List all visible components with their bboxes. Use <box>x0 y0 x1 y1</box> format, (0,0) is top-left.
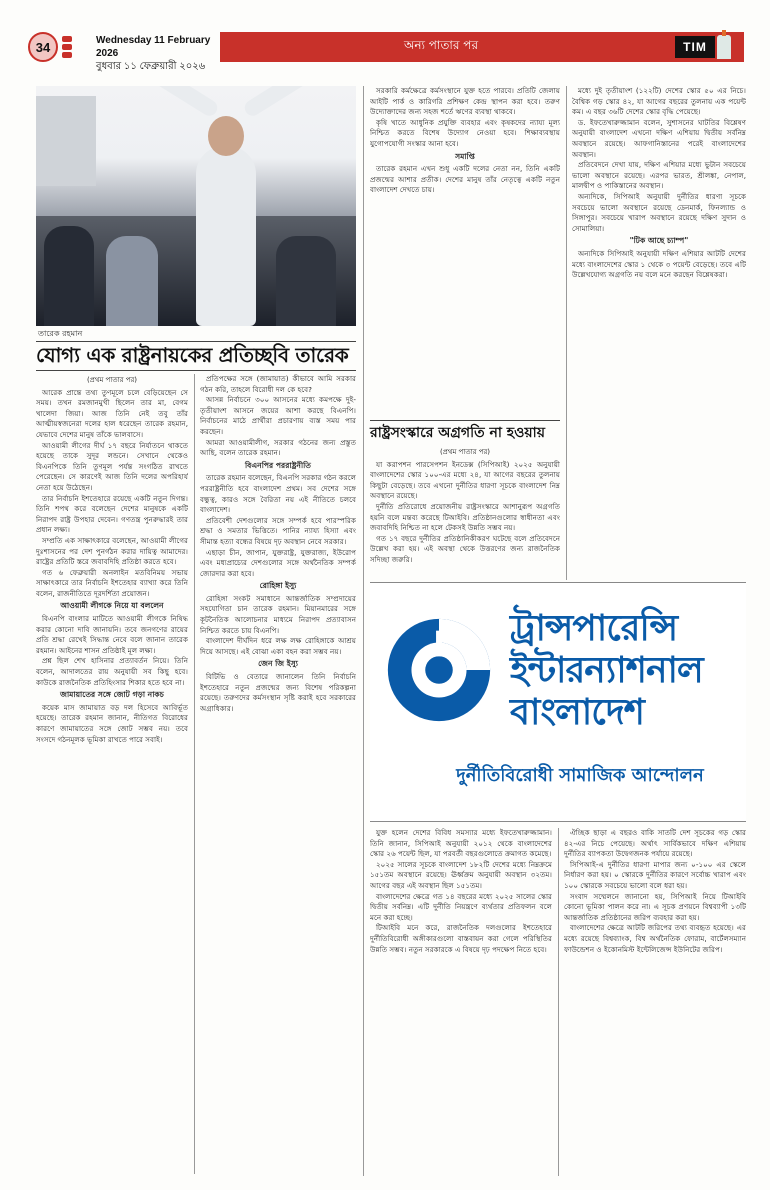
page-number-block <box>28 32 90 62</box>
page-header <box>28 32 744 72</box>
subheading: আওয়ামী লীগকে নিয়ে যা বললেন <box>60 601 164 611</box>
lead-column-3 <box>370 86 560 416</box>
paragraph: তারেক রহমান বলেছেন, বিএনপি সরকার গঠন করলে পররাষ্ট্রনীতি হবে বাংলাদেশ প্রথম। সব দেশের সঙ্গে বন্ধুত্ব, কারও সঙ্গে বৈরিতা নয় এই নীতিতে চলবে বাংলাদেশ। <box>200 473 356 515</box>
paragraph: যুক্ত হলেন দেশের বিবিধ সমস্যার মধ্যে ইফতেখারুজ্জামান। তিনি জানান, সিপিআই অনুযায়ী ২০১২ থেকে বাংলাদেশের স্কোর ২৬ পয়েন্ট ছিল, যা পরবর্তী বছরগুলোতে ক্রমাগত কমেছে। <box>370 828 552 859</box>
paragraph: টিআইবি মনে করে, রাজনৈতিক দলগুলোর ইশতেহারে দুর্নীতিবিরোধী অঙ্গীকারগুলো বাস্তবায়ন করা গেলে পরিস্থিতির উন্নতি সম্ভব। নতুন সরকারকে এ বিষয়ে দৃঢ় পদক্ষেপ নিতে হবে। <box>370 923 552 954</box>
photo-caption: তারেক রহমান <box>38 329 83 338</box>
subheading: রোহিঙ্গা ইস্যু <box>259 581 297 591</box>
paragraph: অন্যদিকে, সিপিআই অনুযায়ী দুর্নীতির ধারণা সূচকে সবচেয়ে ভালো অবস্থানে রয়েছে ডেনমার্ক, ফিনল্যান্ড ও সিঙ্গাপুর। সবচেয়ে খারাপ অবস্থানে রয়েছে দক্ষিণ সুদান ও সোমালিয়া। <box>572 191 746 233</box>
paragraph: দুর্নীতি প্রতিরোধে প্রয়োজনীয় রাষ্ট্রসংস্কারে আশানুরূপ অগ্রগতি হয়নি বলে মন্তব্য করেছে টিআইবি। প্রতিষ্ঠানগুলোর স্বাধীনতা এবং জবাবদিহি নিশ্চিত না হলে টেকসই উন্নতি সম্ভব নয়। <box>370 501 560 533</box>
column-divider <box>566 86 567 580</box>
subheading: জেন জি ইস্যু <box>258 659 298 669</box>
lead-column-1 <box>36 374 188 1174</box>
paragraph: বাংলাদেশের ক্ষেত্রে আটটি জরিপের তথ্য ব্যবহৃত হয়েছে। এর মধ্যে রয়েছে বিশ্বব্যাংক, বিশ্ব অর্থনৈতিক ফোরাম, বার্টেলসম্যান ফাউন্ডেশন ও ইকোনমিস্ট ইন্টেলিজেন্স ইউনিটের জরিপ। <box>564 923 746 954</box>
paragraph: সরকারি কর্মক্ষেত্রে কর্মসংস্থানে যুক্ত হতে পারবে। প্রতিটি জেলায় আইটি পার্ক ও কারিগরি প্রশিক্ষণ কেন্দ্র স্থাপন করা হবে। তরুণ উদ্যোক্তাদের জন্য সহজ শর্তে ঋণের ব্যবস্থা থাকবে। <box>370 86 560 117</box>
paragraph: প্রতিপক্ষের সঙ্গে (জামায়াত) কীভাবে আমি সরকার গঠন করি, তাহলে বিরোধী দল কে হবে? <box>200 374 356 394</box>
paragraph: সংবাদ সম্মেলনে জানানো হয়, সিপিআই নিয়ে টিআইবি কোনো ভূমিকা পালন করে না। এ সূচক প্রণয়নে বিশ্বব্যাপী ১৩টি আন্তর্জাতিক প্রতিষ্ঠানের জরিপ ব্যবহার করা হয়। <box>564 891 746 922</box>
paragraph: বাংলাদেশের ক্ষেত্রে গত ১৪ বছরের মধ্যে ২০২৫ সালের স্কোর দ্বিতীয় সর্বনিম্ন। এটি দুর্নীতি নিয়ন্ত্রণে ব্যর্থতার প্রতিফলন বলে মনে করা হচ্ছে। <box>370 891 552 922</box>
paragraph: প্রতিবেশী দেশগুলোর সঙ্গে সম্পর্ক হবে পারস্পরিক শ্রদ্ধা ও সমতার ভিত্তিতে। পানির ন্যায্য হিস্যা এবং সীমান্ত হত্যা বন্ধের বিষয়ে দৃঢ় অবস্থান নেবে সরকার। <box>200 515 356 546</box>
statue-of-liberty-icon <box>717 35 731 59</box>
lead-photo <box>36 86 356 326</box>
second-column-2 <box>572 86 746 580</box>
paragraph: অন্যদিকে সিপিআই অনুযায়ী দক্ষিণ এশিয়ার আটটি দেশের মধ্যে বাংলাদেশের স্কোর ১ থেকে ৩ পয়েন্ট বেড়েছে। তবে এটি উল্লেখযোগ্য অগ্রগতি নয় বলে মনে করছেন বিশ্লেষকরা। <box>572 248 746 280</box>
lead-column-2 <box>200 374 356 1174</box>
paragraph: রোহিঙ্গা সংকট সমাধানে আন্তর্জাতিক সম্প্রদায়ের সহযোগিতা চান তারেক রহমান। মিয়ানমারের সঙ্গে কূটনৈতিক আলোচনার মাধ্যমে নিরাপদ প্রত্যাবাসন নিশ্চিত করতে চায় বিএনপি। <box>200 593 356 635</box>
ad-title-line-3: বাংলাদেশ <box>510 692 644 733</box>
paragraph: তার নির্বাচনি ইশতেহারে রয়েছে একটি নতুন দিগন্ত। তিনি শপথ করে বলেছেন দেশের মানুষকে একটি নিরাপদ রাষ্ট্র উপহার দেবেন। গণতন্ত্র পুনরুদ্ধারই তার প্রধান লক্ষ্য। <box>36 493 188 535</box>
paragraph: যা করাপশন পারসেপশন ইনডেক্স (সিপিআই) ২০২৫ অনুযায়ী বাংলাদেশের স্কোর ১০০-এর মধ্যে ২৪, যা আগের বছরের তুলনায় কিছুটা বেড়েছে। তবে এখনো দুর্নীতির ধারণা সূচকে বাংলাদেশ নিম্ন অবস্থানে রয়েছে। <box>370 459 560 501</box>
column-divider <box>558 828 559 1176</box>
subheading: সমাপ্তি <box>455 151 475 161</box>
paragraph: সম্প্রতি এক সাক্ষাৎকারে বলেছেন, আওয়ামী লীগের দুঃশাসনের পর দেশ পুনর্গঠন করার দায়িত্ব আমাদের। রাষ্ট্রের প্রতিটি স্তরে জবাবদিহি প্রতিষ্ঠা করতে হবে। <box>36 535 188 567</box>
subheading: জামায়াতের সঙ্গে জোট গড়া নাকচ <box>60 690 164 700</box>
second-column-3 <box>370 828 552 1176</box>
paragraph: আমরা আওয়ামীলীগ, সরকার গঠনের জন্য প্রস্তুত আছি, বলেন তারেক রহমান। <box>200 437 356 458</box>
paragraph: প্রতিবেদনে দেখা যায়, দক্ষিণ এশিয়ার মধ্যে ভুটান সবচেয়ে ভালো অবস্থানে রয়েছে। এরপর ভারত, শ্রীলঙ্কা, নেপাল, মালদ্বীপ ও পাকিস্তানের অবস্থান। <box>572 160 746 191</box>
paragraph: গত ৬ ফেব্রুয়ারী অনলাইন মতবিনিময় সভায় সাক্ষাৎকারে তার নির্বাচনি ইশতেহার ব্যাখ্যা করে তিনি বলেন, রাজনীতিতে দূরদর্শিতা প্রয়োজন। <box>36 567 188 598</box>
paragraph: কয়েক মাস জামায়াত বড় দল হিসেবে আবির্ভূত হয়েছে। তারেক রহমান জানান, নীতিগত বিরোধের কারণে জামায়াতের সঙ্গে জোট সম্ভব নয়। তবে সংসদে গঠনমূলক ভূমিকা রাখতে পারে সবাই। <box>36 702 188 744</box>
paragraph: প্রশ্ন ছিল শেখ হাসিনার প্রত্যাবর্তন নিয়ে। তিনি বলেন, আদালতের রায় অনুযায়ী সব কিছু হবে। কাউকে রাজনৈতিক প্রতিহিংসার শিকার হতে হবে না। <box>36 656 188 687</box>
paragraph: সিপিআই-এ দুর্নীতির ধারণা মাপার জন্য ০-১০০ এর স্কেলে নির্ধারণ করা হয়। ০ স্কোরকে দুর্নীতির কারণে সর্বোচ্চ খারাপ এবং ১০০ স্কোরকে সবচেয়ে ভালো বলে ধরা হয়। <box>564 859 746 890</box>
second-headline: রাষ্ট্রসংস্কারে অগ্রগতি না হওয়ায় <box>370 425 545 441</box>
paragraph: ২০২৫ সালের সূচকে বাংলাদেশ ১৮২টি দেশের মধ্যে নিম্নক্রমে ১৫১তম অবস্থানে রয়েছে। ঊর্ধ্বক্রম অনুযায়ী অবস্থান ৩২তম। আগের বছর এই অবস্থান ছিল ১৫১তম। <box>370 859 552 890</box>
divider <box>370 420 560 421</box>
column-divider <box>194 374 195 1174</box>
ad-tagline: দুর্নীতিবিরোধী সামাজিক আন্দোলন <box>456 765 704 786</box>
section-title: অন্য পাতার পর <box>220 32 662 62</box>
date-bangla: বুধবার ১১ ফেব্রুয়ারী ২০২৬ <box>96 61 206 72</box>
flag-stripes-icon <box>62 36 72 58</box>
ti-logo-icon <box>380 611 498 729</box>
subheading: বিএনপির পররাষ্ট্রনীতি <box>245 460 311 470</box>
lead-headline: যোগ্য এক রাষ্ট্রনায়কের প্রতিচ্ছবি তারেক <box>36 343 349 367</box>
paragraph: আরেক প্রান্তে তথ্য তুণমূলে চলে বেড়িয়েছেন সে সময়। তখন রমজানমুখী ছিলেন তার মা, বেগম খালেদা জিয়া। আজ তিনি নেই তবু তাঁর আত্মীয়স্বজনেরা দলের হাল ধরেছেন তারেক রহমান, যেভাবে দেশের মানুষ তাঁকে ভালবাসে। <box>36 387 188 439</box>
paragraph: ঐচ্ছিক ছাড়া এ বছরও বাকি সাতটি দেশ সূচকের গড় স্কোর ৪২-এর নিচে পেয়েছে। অর্থাৎ সার্বিকভাবে দক্ষিণ এশিয়ায় দুর্নীতির ব্যাপকতা উদ্বেগজনক পর্যায়ে রয়েছে। <box>564 828 746 859</box>
masthead-logo <box>662 32 744 62</box>
second-column-4 <box>564 828 746 1176</box>
ad-title-line-2: ইন্টারন্যাশনাল <box>510 650 703 691</box>
page-number: 34 <box>28 32 58 62</box>
paragraph: তারেক রহমান এখন শুধু একটি দলের নেতা নন, তিনি একটি প্রজন্মের আশার প্রতীক। দেশের মানুষ তাঁর নেতৃত্বে একটি নতুন বাংলাদেশ দেখতে চায়। <box>370 164 560 195</box>
date-english: Wednesday 11 February 2026 <box>96 35 211 59</box>
paragraph: গত ১৭ বছরে দুর্নীতির প্রতিষ্ঠানিকীকরণ ঘটেছে বলে প্রতিবেদনে উল্লেখ করা হয়। এই অবস্থা থেকে উত্তরণের জন্য রাজনৈতিক সদিচ্ছা জরুরি। <box>370 533 560 564</box>
paragraph: কৃষি খাতে আধুনিক প্রযুক্তি ব্যবহার এবং কৃষকদের ন্যায্য মূল্য নিশ্চিত করতে বিশেষ উদ্যোগ নেওয়া হবে। শিক্ষাব্যবস্থায় যুগোপযোগী সংস্কার আনা হবে। <box>370 117 560 148</box>
date-block <box>90 32 220 72</box>
paragraph: মধ্যে দুই তৃতীয়াংশ (১২২টি) দেশের স্কোর ৫০ এর নিচে। বৈশ্বিক গড় স্কোর ৪২, যা আগের বছরের তুলনায় এক পয়েন্ট কম। এ বছর ৩৬টি দেশের স্কোর বৃদ্ধি পেয়েছে। <box>572 86 746 117</box>
column-divider <box>363 86 364 1176</box>
second-column-1 <box>370 446 560 580</box>
paragraph: বাংলাদেশ দীর্ঘদিন ধরে লক্ষ লক্ষ রোহিঙ্গাকে আশ্রয় দিয়ে আসছে। এই বোঝা একা বহন করা সম্ভব নয়। <box>200 636 356 656</box>
continued-label: (প্রথম পাতার পর) <box>439 448 491 456</box>
logo-text: TIM <box>675 36 715 58</box>
paragraph: ড. ইফতেখারুজ্জামান বলেন, সুশাসনের ঘাটতির বিশ্লেষণ অনুযায়ী বাংলাদেশ এখনো দক্ষিণ এশিয়ায় দ্বিতীয় সর্বনিম্ন অবস্থানে রয়েছে। আফগানিস্তানের পরেই বাংলাদেশের অবস্থান। <box>572 117 746 159</box>
ti-bangladesh-advertisement <box>370 582 746 822</box>
continued-label: (প্রথম পাতার পর) <box>86 376 138 384</box>
subheading: "টিক আছে চ্যাম্প" <box>629 236 689 246</box>
paragraph: আওয়ামী লীগের দীর্ঘ ১৭ বছরে নির্যাতনে থাকতে হয়েছে তাকে সুদূর লন্ডনে। সেখানে থেকেও বিএনপিকে তিনি তুণমূল পর্যন্ত সংগঠিত রাখতে পেরেছেন। সে কারণেই আজ তিনি দলের অপরিহার্য নেতা হয়ে উঠেছেন। <box>36 440 188 492</box>
paragraph: বিএনপি বাংলার মাটিতে আওয়ামী লীগকে নিষিদ্ধ করার কোনো দাবি জানায়নি। তবে জনগণের রায়ের প্রতি শ্রদ্ধা রেখেই সিদ্ধান্ত নেবে বলে জানান তারেক রহমান। আইনের শাসন প্রতিষ্ঠাই মূল লক্ষ্য। <box>36 614 188 655</box>
paragraph: বিটিভি ও বেতারে জানালেন তিনি নির্বাচনি ইশতেহারে নতুন প্রজন্মের জন্য বিশেষ পরিকল্পনা রয়েছে। তরুণদের কর্মসংস্থান সৃষ্টি করাই হবে সরকারের অগ্রাধিকার। <box>200 672 356 713</box>
paragraph: আসন্ন নির্বাচনে ৩০০ আসনের মধ্যে কমপক্ষে দুই-তৃতীয়াংশ আসনে জয়ের আশা করছে বিএনপি। নির্বাচনের মাঠে প্রার্থীরা প্রচারণায় ব্যস্ত সময় পার করছেন। <box>200 395 356 436</box>
divider <box>36 370 356 371</box>
ad-title-line-1: ট্রান্সপারেন্সি <box>510 608 678 649</box>
paragraph: এছাড়া চীন, জাপান, যুক্তরাষ্ট্র, যুক্তরাজ্য, ইউরোপ এবং মধ্যপ্রাচ্যের দেশগুলোর সঙ্গে অর্থনৈতিক সম্পর্ক জোরদার করা হবে। <box>200 547 356 578</box>
